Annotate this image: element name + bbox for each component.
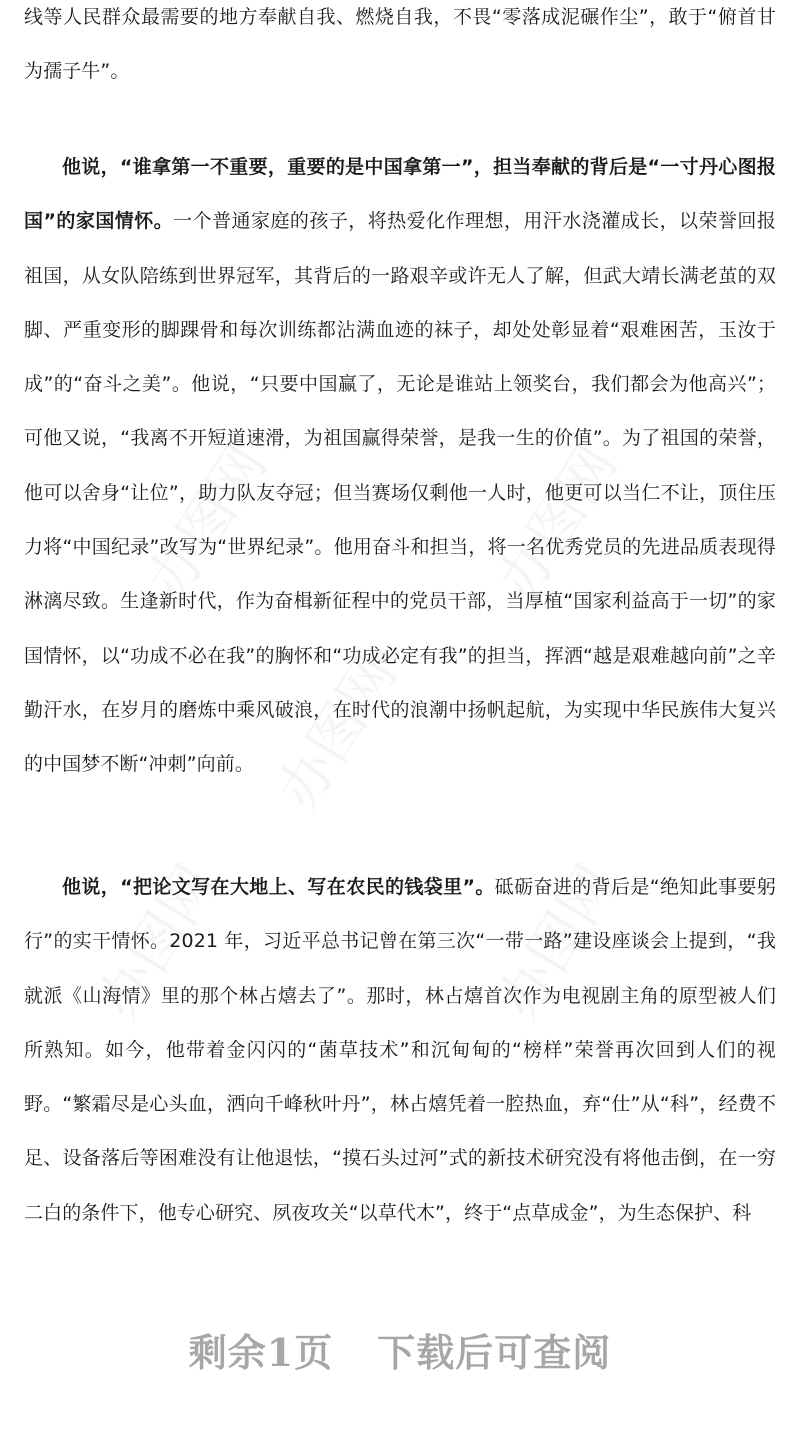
paragraph-lead: 他说，“把论文写在大地上、写在农民的钱袋里”。 [62,876,495,898]
download-to-view-label[interactable]: 下载后可查阅 [377,1330,612,1375]
paragraph [24,140,776,792]
paragraph-lead: 他说，“谁拿第一不重要，重要的是中国拿第一”，担当奉献的背后是“一寸丹心图报国”的家国情怀。 [24,156,776,233]
download-prompt[interactable] [0,1322,800,1377]
paragraph [24,0,776,99]
paragraph-body: 砥砺奋进的背后是“绝知此事要躬行”的实干情怀。2021 年，习近平总书记曾在第三次“一带一路”建设座谈会上提到，“我就派《山海情》里的那个林占熺去了”。那时，林占熺首次作为电视剧主角的原型被人们所熟知。如今，他带着金闪闪的“菌草技术”和沉甸甸的“榜样”荣誉再次回到人们的视野。“繁霜尽是心头血，洒向千峰秋叶丹”，林占熺凭着一腔热血，弃“仕”从“科”，经费不足、设备落后等困难没有让他退怯，“摸石头过河”式的新技术研究没有将他击倒，在一穷二白的条件下，他专心研究、夙夜攻关“以草代木”，终于“点草成金”，为生态保护、科 [24,876,776,1224]
paragraph-body: 线等人民群众最需要的地方奉献自我、燃烧自我，不畏“零落成泥碾作尘”，敢于“俯首甘为孺子牛”。 [24,6,776,83]
paragraph [24,860,776,1240]
remaining-pages-label: 剩余1页 [188,1330,334,1375]
paragraph-body: 一个普通家庭的孩子，将热爱化作理想，用汗水浇灌成长，以荣誉回报祖国，从女队陪练到世界冠军，其背后的一路艰辛或许无人了解，但武大靖长满老茧的双脚、严重变形的脚踝骨和每次训练都沾满血迹的袜子，却处处彰显着“艰难困苦，玉汝于成”的“奋斗之美”。他说，“只要中国赢了，无论是谁站上领奖台，我们都会为他高兴”；可他又说，“我离不开短道速滑，为祖国赢得荣誉，是我一生的价值”。为了祖国的荣誉，他可以舍身“让位”，助力队友夺冠；但当赛场仅剩他一人时，他更可以当仁不让，顶住压力将“中国纪录”改写为“世界纪录”。他用奋斗和担当，将一名优秀党员的先进品质表现得淋漓尽致。生逢新时代，作为奋楫新征程中的党员干部，当厚植“国家利益高于一切”的家国情怀，以“功成不必在我”的胸怀和“功成必定有我”的担当，挥洒“越是艰难越向前”之辛勤汗水，在岁月的磨炼中乘风破浪，在时代的浪潮中扬帆起航，为实现中华民族伟大复兴的中国梦不断“冲刺”向前。 [24,210,776,776]
